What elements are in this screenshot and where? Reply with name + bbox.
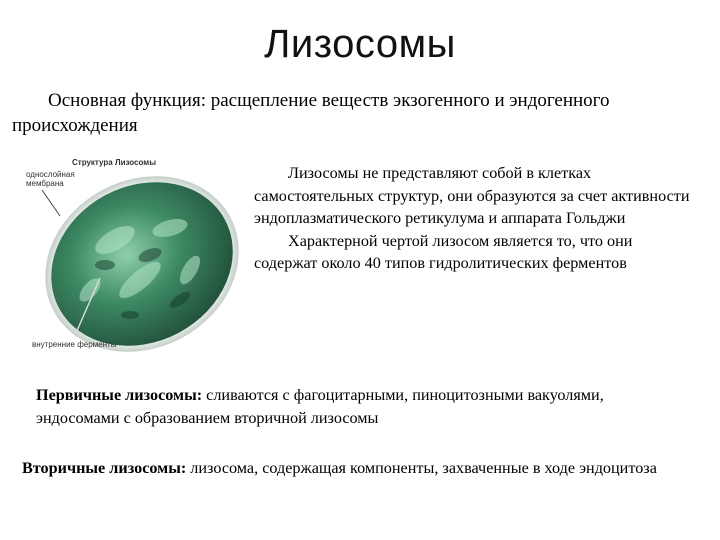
primary-lysosomes	[36, 384, 686, 429]
secondary-text: лизосома, содержащая компоненты, захваченные в ходе эндоцитоза	[186, 459, 657, 477]
side-paragraph-2: Характерной чертой лизосом является то, что они содержат около 40 типов гидролитических ферментов	[254, 231, 633, 272]
slide-title: Лизосомы	[264, 22, 456, 66]
lysosome-figure	[20, 150, 250, 355]
figure-caption: Структура Лизосомы	[72, 158, 157, 167]
secondary-lysosomes	[22, 457, 682, 480]
primary-term: Первичные лизосомы:	[36, 386, 203, 404]
side-description	[254, 162, 694, 275]
secondary-term: Вторичные лизосомы:	[22, 459, 187, 477]
primary-text: сливаются с фагоцитарными, пиноцитозными вакуолями, эндосомами с образованием вторичной лизосомы	[36, 386, 604, 427]
enzymes-label: внутренние ферменты	[32, 340, 117, 349]
intro-text: Основная функция: расщепление веществ экзогенного и эндогенного происхождения	[12, 90, 610, 136]
side-paragraph-1: Лизосомы не представляют собой в клетках самостоятельных структур, они образуются за счет активности эндоплазматического ретикулума и аппарата Гольджи	[254, 164, 690, 227]
membrane-label: однослойная мембрана	[26, 170, 75, 188]
